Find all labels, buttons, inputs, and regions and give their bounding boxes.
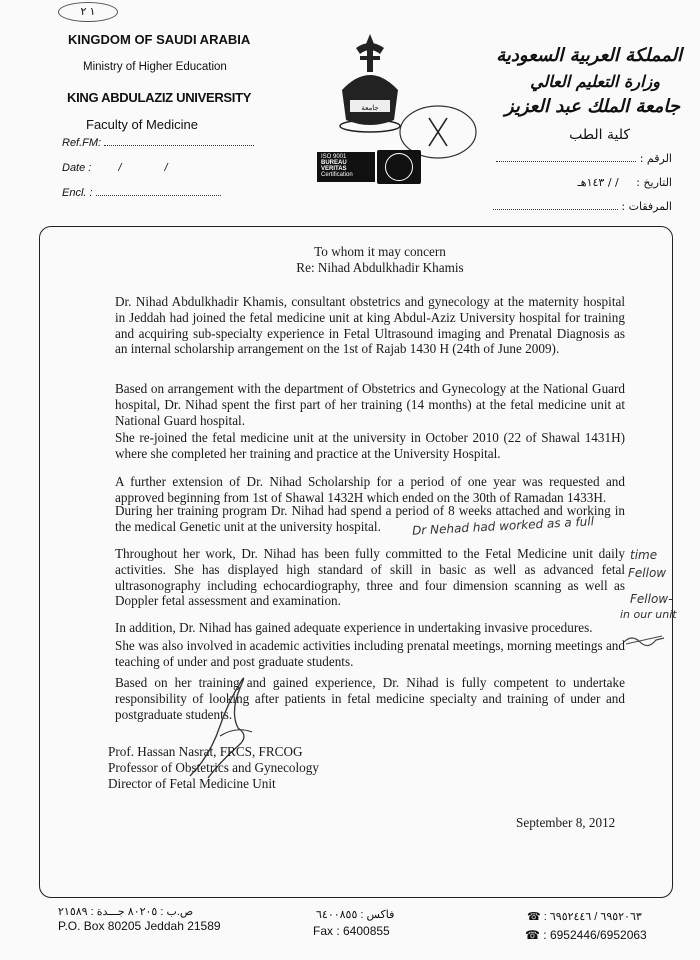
encl-line [96, 195, 221, 196]
bv-seal [377, 150, 421, 184]
paragraph-3: She re-joined the fetal medicine unit at the university in October 2010 (22 of Shawal 1431H) where she completed her training and practice at the University Hospital. [115, 430, 625, 461]
ref-line [104, 145, 254, 146]
salutation: To whom it may concern [314, 244, 446, 259]
ref-label: Ref.FM: [62, 137, 102, 149]
subject-line: Re: Nihad Abdulkhadir Khamis [296, 260, 464, 275]
ar-ref-field [496, 152, 672, 165]
paragraph-8: She was also involved in academic activities including prenatal meetings, morning meetings and teaching of under and post graduate students. [115, 638, 625, 669]
date-value: / / [118, 162, 188, 174]
paragraph-6: Throughout her work, Dr. Nihad has been fully committed to the Fetal Medicine unit daily activities. She has displayed high standard of skill in basic as well as advanced fetal ultrasonography including echocardiography, three and four dimension scanning as well as Doppler fetal assessment and examination. [115, 546, 625, 609]
header-ministry: Ministry of Higher Education [83, 61, 227, 73]
paragraph-7: In addition, Dr. Nihad has gained adequate experience in undertaking invasive procedures. [115, 620, 593, 635]
signature-unit: Director of Fetal Medicine Unit [108, 776, 276, 791]
encl-field [62, 187, 221, 199]
header-university: KING ABDULAZIZ UNIVERSITY [67, 90, 252, 105]
letter-date: September 8, 2012 [516, 815, 616, 830]
footer-ar-phone: ☎ : ٦٩٥٢٠٦٣ / ٦٩٥٢٤٤٦ [527, 911, 642, 923]
date-label: Date : [62, 162, 92, 174]
ar-ref-label: الرقم : [639, 152, 672, 165]
paragraph-4: A further extension of Dr. Nihad Scholarship for a period of one year was requested and approved beginning from 1st of Shawal 1432H which ended on the 30th of Ramadan 1433H. [115, 474, 625, 505]
signature-name: Prof. Hassan Nasrat, FRCS, FRCOG [108, 744, 303, 759]
ar-header-ministry: وزارة التعليم العالي [530, 72, 660, 91]
ar-encl-field [493, 200, 672, 213]
svg-text:جامعة: جامعة [361, 104, 379, 112]
header-country: KINGDOM OF SAUDI ARABIA [68, 32, 251, 47]
footer-en-fax: Fax : 6400855 [313, 924, 390, 938]
paragraph-5: During her training program Dr. Nihad had spend a period of 8 weeks attached and working in the medical Genetic unit at the university hospital. [115, 503, 625, 534]
handwritten-note-4: Fellow- [630, 592, 673, 606]
ar-encl-line [493, 209, 618, 210]
handwritten-note-2: time [630, 548, 658, 562]
handwritten-note-1: Dr Nehad had worked as a full [411, 514, 595, 538]
signature-title: Professor of Obstetrics and Gynecology [108, 760, 319, 775]
ar-date-label: التاريخ : [636, 176, 672, 189]
date-field [62, 162, 188, 174]
footer-en-phone: ☎ : 6952446/6952063 [525, 928, 647, 942]
ar-encl-label: المرفقات : [621, 200, 672, 213]
bv-seal-inner [385, 153, 413, 181]
paragraph-2: Based on arrangement with the department of Obstetrics and Gynecology at the National Guard hospital, Dr. Nihad spent the first part of her training (14 months) at the fetal medicine unit at National Guard hospital. [115, 381, 625, 428]
corner-mark: ١ ٢ [58, 2, 118, 22]
paragraph-1: Dr. Nihad Abdulkhadir Khamis, consultant obstetrics and gynecology at the maternity hospital in Jeddah had joined the fetal medicine unit at king Abdul-Aziz University hospital for training and acquiring sub-specialty experience in Fetal Ultrasound imaging and Prenatal Diagnosis as an internal scholarship arrangement on the 1st of Rajab 1430 H (24th of June 2009). [115, 294, 625, 357]
ar-header-country: المملكة العربية السعودية [496, 45, 682, 66]
footer-ar-fax: فاكس : ٦٤٠٠٨٥٥ [316, 909, 395, 921]
ar-ref-line [496, 161, 636, 162]
handwritten-scribble [622, 632, 666, 648]
iso-badge [317, 152, 375, 182]
bv-text: BUREAU VERITAS [321, 160, 347, 172]
iso-text: ISO 9001 [321, 154, 347, 160]
ar-header-university: جامعة الملك عبد العزيز [504, 96, 680, 117]
handwritten-note-3: Fellow [628, 566, 667, 580]
ar-date-field [578, 176, 672, 189]
header-faculty: Faculty of Medicine [86, 117, 198, 132]
footer-ar-pobox: ص.ب : ٨٠٢٠٥ جـــدة : ٢١٥٨٩ [58, 906, 194, 918]
ar-header-faculty: كلية الطب [569, 127, 630, 143]
footer-en-pobox: P.O. Box 80205 Jeddah 21589 [58, 919, 221, 933]
ar-date-value: / / ١٤٣هـ [577, 176, 619, 189]
encl-label: Encl. : [62, 187, 93, 199]
bv-sub: Certification [321, 172, 353, 178]
ref-field [62, 137, 254, 149]
paragraph-9: Based on her training and gained experience, Dr. Nihad is fully competent to undertake responsibility of looking after patients in fetal medicine specialty and training of under and postgraduate students. [115, 675, 625, 722]
handwritten-note-5: in our unit [620, 608, 677, 621]
